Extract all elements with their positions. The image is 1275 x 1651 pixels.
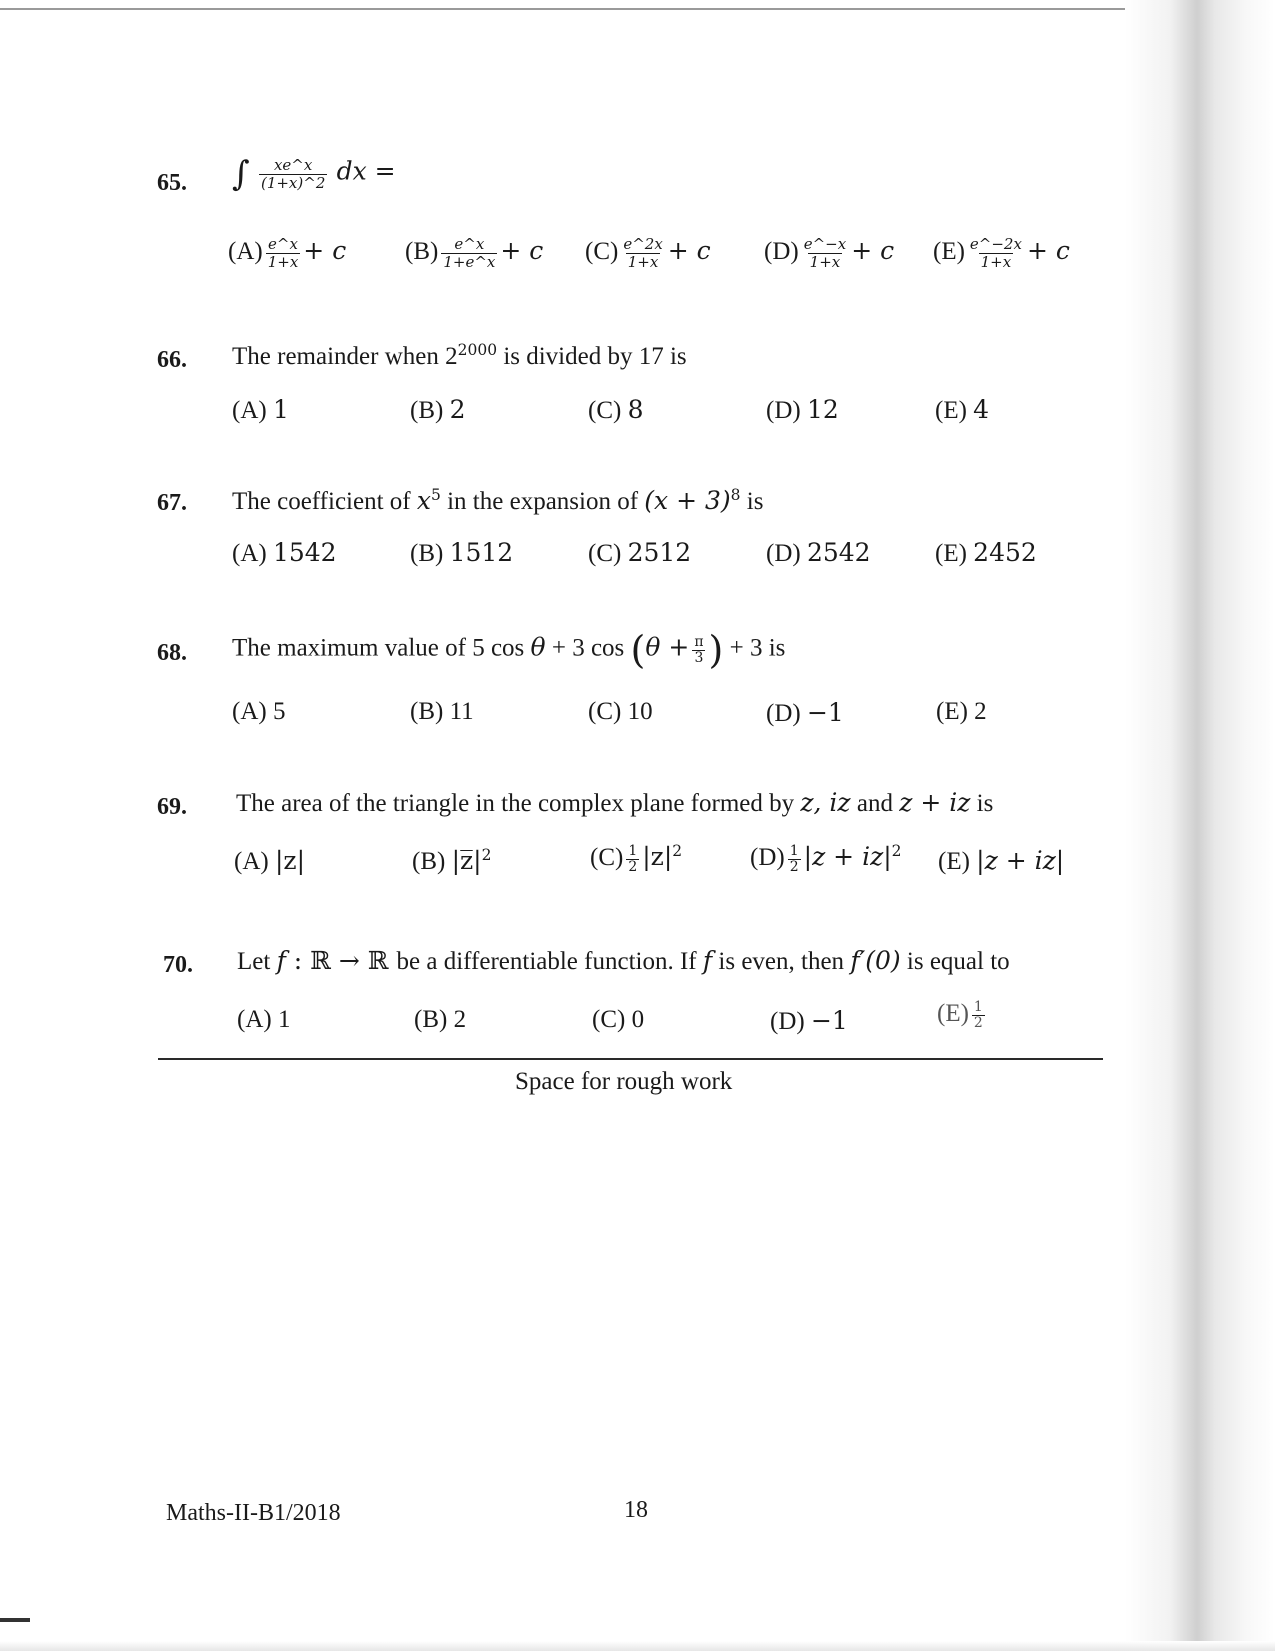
- question-number: 68.: [157, 640, 187, 666]
- option-e: [936, 698, 987, 726]
- option-label: (C): [592, 1006, 626, 1033]
- option-label: (D): [764, 238, 799, 266]
- fraction-denominator: 1+x: [267, 253, 299, 271]
- option-d: [766, 538, 871, 568]
- stem-text: Let: [237, 948, 277, 975]
- stem-text: in the expansion of: [440, 488, 645, 515]
- question-number: 67.: [157, 490, 187, 516]
- stem-mapping: : ℝ → ℝ: [285, 946, 397, 975]
- option-label: (A): [234, 848, 269, 875]
- stem-text: + 3 cos: [545, 634, 631, 662]
- fraction: [259, 157, 327, 192]
- fraction-denominator: (1+x)^2: [260, 173, 326, 192]
- option-d: [750, 842, 902, 875]
- scan-edge-top: [0, 8, 1150, 10]
- option-label: (E): [937, 1000, 969, 1028]
- stem-expression: z + iz: [899, 788, 971, 817]
- option-value: 2542: [806, 538, 871, 567]
- stem-variable: θ +: [645, 632, 690, 662]
- question-number: 69.: [157, 794, 187, 820]
- stem-variable: θ: [530, 632, 546, 662]
- option-value: |z + iz|: [803, 842, 892, 871]
- fraction-denominator: 2: [973, 1015, 983, 1031]
- stem-text: and: [850, 790, 900, 817]
- option-value: 1542: [272, 538, 337, 567]
- option-value: |z̅|: [451, 846, 482, 875]
- footer-code: Maths-II-B1/2018: [166, 1500, 341, 1526]
- option-label: (C): [588, 698, 622, 725]
- stem-text: be a differentiable function. If: [396, 948, 703, 975]
- option-suffix: + c: [500, 236, 544, 266]
- option-c: [585, 236, 711, 271]
- option-e: [937, 1000, 988, 1031]
- option-a: [234, 846, 305, 876]
- option-label: (D): [766, 540, 801, 567]
- option-label: (A): [232, 698, 267, 725]
- question-number: 65.: [157, 170, 187, 196]
- question-number: 66.: [157, 347, 187, 373]
- fraction-denominator: 1+x: [809, 253, 841, 271]
- option-e: [933, 236, 1070, 271]
- option-a: [232, 538, 337, 568]
- option-value: −1: [810, 1006, 848, 1035]
- option-suffix: + c: [1026, 236, 1070, 266]
- fraction-denominator: 1+e^x: [443, 253, 496, 271]
- option-label: (B): [414, 1006, 448, 1033]
- stem-text: is: [740, 488, 764, 515]
- fraction-numerator: 1: [973, 999, 983, 1015]
- page-number: 18: [624, 1497, 648, 1523]
- stem-text: + 3 is: [723, 634, 786, 662]
- option-value: 11: [449, 698, 474, 725]
- question-stem: [232, 628, 785, 672]
- option-label: (E): [938, 848, 970, 875]
- option-label: (B): [410, 540, 444, 567]
- option-d: [766, 698, 844, 728]
- stem-expression: f′(0): [850, 946, 901, 975]
- option-label: (C): [588, 540, 622, 567]
- scan-edge-right: [1125, 0, 1275, 1651]
- option-value: 8: [627, 395, 644, 424]
- fraction-denominator: 1+x: [980, 253, 1012, 271]
- option-exponent: 2: [481, 846, 492, 865]
- option-label: (D): [766, 397, 801, 424]
- left-paren: (: [630, 628, 646, 672]
- option-label: (E): [936, 698, 968, 725]
- option-label: (C): [585, 238, 619, 266]
- option-label: (A): [232, 397, 267, 424]
- scan-edge-bottom: [0, 1641, 1275, 1651]
- stem-variable: x: [416, 486, 431, 515]
- fraction-numerator: π: [694, 633, 704, 650]
- fraction: [692, 635, 705, 666]
- option-label: (D): [766, 700, 801, 727]
- stem-exponent: 2000: [457, 341, 498, 360]
- option-value: 2452: [973, 538, 1037, 567]
- question-number: 70.: [163, 952, 193, 978]
- option-c: [590, 842, 682, 875]
- integral-sign: ∫: [232, 154, 250, 194]
- option-label: (B): [412, 848, 446, 875]
- option-label: (E): [933, 238, 965, 266]
- option-value: 2: [449, 395, 466, 424]
- option-label: (B): [405, 238, 439, 266]
- option-d: [770, 1006, 848, 1036]
- option-d: [766, 395, 839, 425]
- fraction-numerator: e^2x: [623, 235, 663, 253]
- option-value: 2: [974, 698, 987, 725]
- option-b: [410, 698, 474, 726]
- option-e: [938, 846, 1064, 876]
- stem-text: is divided by 17 is: [497, 343, 687, 370]
- stem-text: is even, then: [712, 948, 851, 975]
- stem-exponent: 8: [730, 486, 741, 505]
- option-b: [412, 846, 491, 876]
- right-paren: ): [708, 628, 724, 672]
- option-label: (C): [590, 844, 624, 871]
- question-stem: [236, 788, 993, 818]
- stem-tail: dx =: [336, 156, 396, 186]
- option-e: [935, 395, 989, 425]
- option-label: (C): [588, 397, 622, 424]
- option-value: 1: [277, 1006, 291, 1033]
- option-exponent: 2: [672, 842, 683, 861]
- fraction-denominator: 1+x: [627, 253, 659, 271]
- option-label: (E): [935, 540, 967, 567]
- option-value: −1: [806, 698, 844, 727]
- rough-work-label: Space for rough work: [515, 1068, 733, 1095]
- option-value: |z + iz|: [976, 846, 1065, 875]
- fraction-numerator: e^x: [454, 235, 485, 253]
- fraction-denominator: 3: [694, 649, 704, 666]
- option-value: |z|: [642, 842, 673, 871]
- option-b: [414, 1006, 466, 1034]
- option-a: [228, 236, 346, 271]
- stem-exponent: 5: [430, 486, 441, 505]
- divider-line: [158, 1058, 1103, 1060]
- option-c: [588, 538, 691, 568]
- fraction-numerator: e^−x: [803, 235, 847, 253]
- stem-text: The area of the triangle in the complex plane formed by: [236, 790, 801, 817]
- option-c: [592, 1006, 644, 1034]
- option-value: 2: [453, 1006, 467, 1033]
- option-b: [410, 538, 513, 568]
- stem-variables: z, iz: [800, 788, 851, 817]
- option-e: [935, 538, 1037, 568]
- option-value: 5: [272, 698, 286, 725]
- option-a: [237, 1006, 290, 1034]
- option-value: |z|: [274, 846, 305, 875]
- option-value: 4: [973, 395, 990, 424]
- fraction-numerator: 1: [628, 842, 638, 859]
- option-b: [410, 395, 465, 425]
- option-value: 1512: [449, 538, 514, 567]
- option-suffix: + c: [667, 236, 711, 266]
- option-value: 2512: [627, 538, 692, 567]
- stem-expression: (x + 3): [644, 486, 731, 515]
- stem-text: The remainder when 2: [232, 343, 458, 370]
- stem-text: is equal to: [900, 948, 1010, 975]
- option-label: (A): [237, 1006, 272, 1033]
- option-suffix: + c: [851, 236, 895, 266]
- question-stem: [232, 343, 687, 371]
- fraction-numerator: 1: [789, 842, 799, 859]
- option-label: (E): [935, 397, 967, 424]
- question-stem: [232, 486, 763, 516]
- option-label: (B): [410, 397, 444, 424]
- option-c: [588, 395, 643, 425]
- option-value: 10: [627, 698, 653, 725]
- option-label: (A): [232, 540, 267, 567]
- option-label: (B): [410, 698, 444, 725]
- option-suffix: + c: [303, 236, 347, 266]
- option-b: [405, 236, 543, 271]
- fraction-denominator: 2: [628, 858, 638, 875]
- option-value: 1: [272, 395, 289, 424]
- option-a: [232, 395, 289, 425]
- option-d: [764, 236, 894, 271]
- stem-variable: f: [276, 946, 286, 975]
- fraction-denominator: 2: [789, 858, 799, 875]
- fraction-numerator: e^x: [268, 235, 298, 253]
- stem-text: The maximum value of 5 cos: [232, 634, 531, 662]
- question-stem: [232, 154, 396, 194]
- option-label: (A): [228, 238, 263, 266]
- stem-text: is: [970, 790, 994, 817]
- fraction-numerator: xe^x: [273, 155, 313, 174]
- corner-mark: [0, 1618, 30, 1622]
- option-label: (D): [770, 1008, 805, 1035]
- option-a: [232, 698, 285, 726]
- option-label: (D): [750, 844, 785, 871]
- option-value: 0: [631, 1006, 645, 1033]
- stem-text: The coefficient of: [232, 488, 417, 515]
- fraction-numerator: e^−2x: [969, 235, 1022, 253]
- option-value: 12: [806, 395, 839, 424]
- option-c: [588, 698, 653, 726]
- stem-variable: f: [702, 946, 713, 975]
- question-stem: [237, 946, 1010, 976]
- option-exponent: 2: [891, 842, 902, 861]
